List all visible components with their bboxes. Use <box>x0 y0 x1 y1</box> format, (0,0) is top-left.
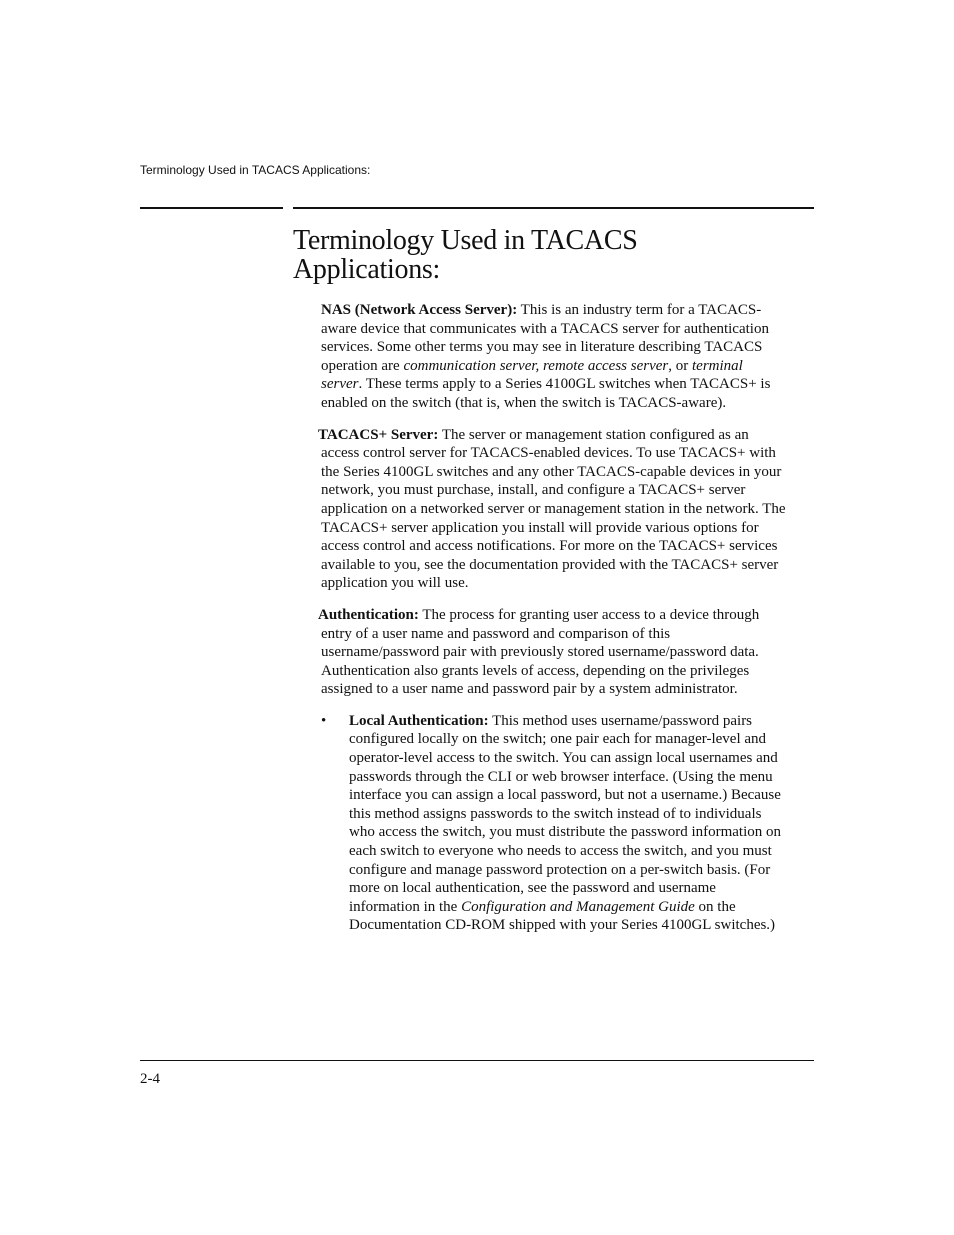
term-emphasis: terminal server <box>321 357 743 393</box>
term-definition: The process for granting user access to a device through entry of a user name and password and comparison of this username/password pair with previously stored username/password data. Authentication also grants levels of access, depending on the privileges assigned to a user name and password pair by a system administrator. <box>321 606 760 698</box>
term-emphasis: communication server, remote access server <box>403 357 669 374</box>
section-title: Terminology Used in TACACS Applications: <box>293 225 638 285</box>
term-label: TACACS+ Server: <box>318 426 439 443</box>
term-definition: , or <box>668 357 693 374</box>
term-definition: . These terms apply to a Series 4100GL switches when TACACS+ is enabled on the switch (that is, when the switch is TACACS-aware). <box>321 376 771 411</box>
term-entry-tacacs-server <box>318 426 787 593</box>
section-body <box>318 301 787 935</box>
header-rule-right <box>293 207 814 209</box>
term-label: Authentication: <box>318 606 419 623</box>
bullet-text: This method uses username/password pairs configured locally on the switch; one pair each for manager-level and operator-level access to the switch. You can assign local usernames and passwords through the CLI or web browser interface. (Using the menu interface you can assign a local password, but not a username.) Because this method assigns passwords to the switch instead of to individuals who access the switch, you must distribute the password information on each switch to everyone who needs to access the switch, and you must configure and manage password protection on a per-switch basis. (For more on local authentication, see the password and username information in the <box>349 712 782 915</box>
bullet-local-authentication <box>321 712 787 935</box>
bullet-icon: • <box>321 712 327 729</box>
header-rule-left <box>140 207 283 209</box>
term-definition: The server or management station configured as an access control server for TACACS-enabled devices. To use TACACS+ with the Series 4100GL switches and any other TACACS-capable devices in your network, you must purchase, install, and configure a TACACS+ server application on a networked server or management station in the network. The TACACS+ server application you install will provide various options for access control and access notifications. For more on the TACACS+ services available to you, see the documentation provided with the TACACS+ server application you will use. <box>321 426 786 592</box>
bullet-term-label: Local Authentication: <box>349 712 489 729</box>
guide-title-emphasis: Configuration and Management Guide <box>461 898 695 915</box>
page-number: 2-4 <box>140 1071 160 1087</box>
term-entry-nas <box>321 301 787 413</box>
term-label: NAS (Network Access Server): <box>321 302 518 318</box>
term-entry-authentication <box>318 606 787 699</box>
running-header: Terminology Used in TACACS Applications: <box>140 163 371 177</box>
term-definition: This is an industry term for a TACACS-aware device that communicates with a TACACS server for authentication services. Some other terms you may see in literature describing TACACS operation are <box>321 302 769 374</box>
footer-rule <box>140 1060 814 1061</box>
bullet-text: on the Documentation CD-ROM shipped with your Series 4100GL switches.) <box>349 898 776 934</box>
